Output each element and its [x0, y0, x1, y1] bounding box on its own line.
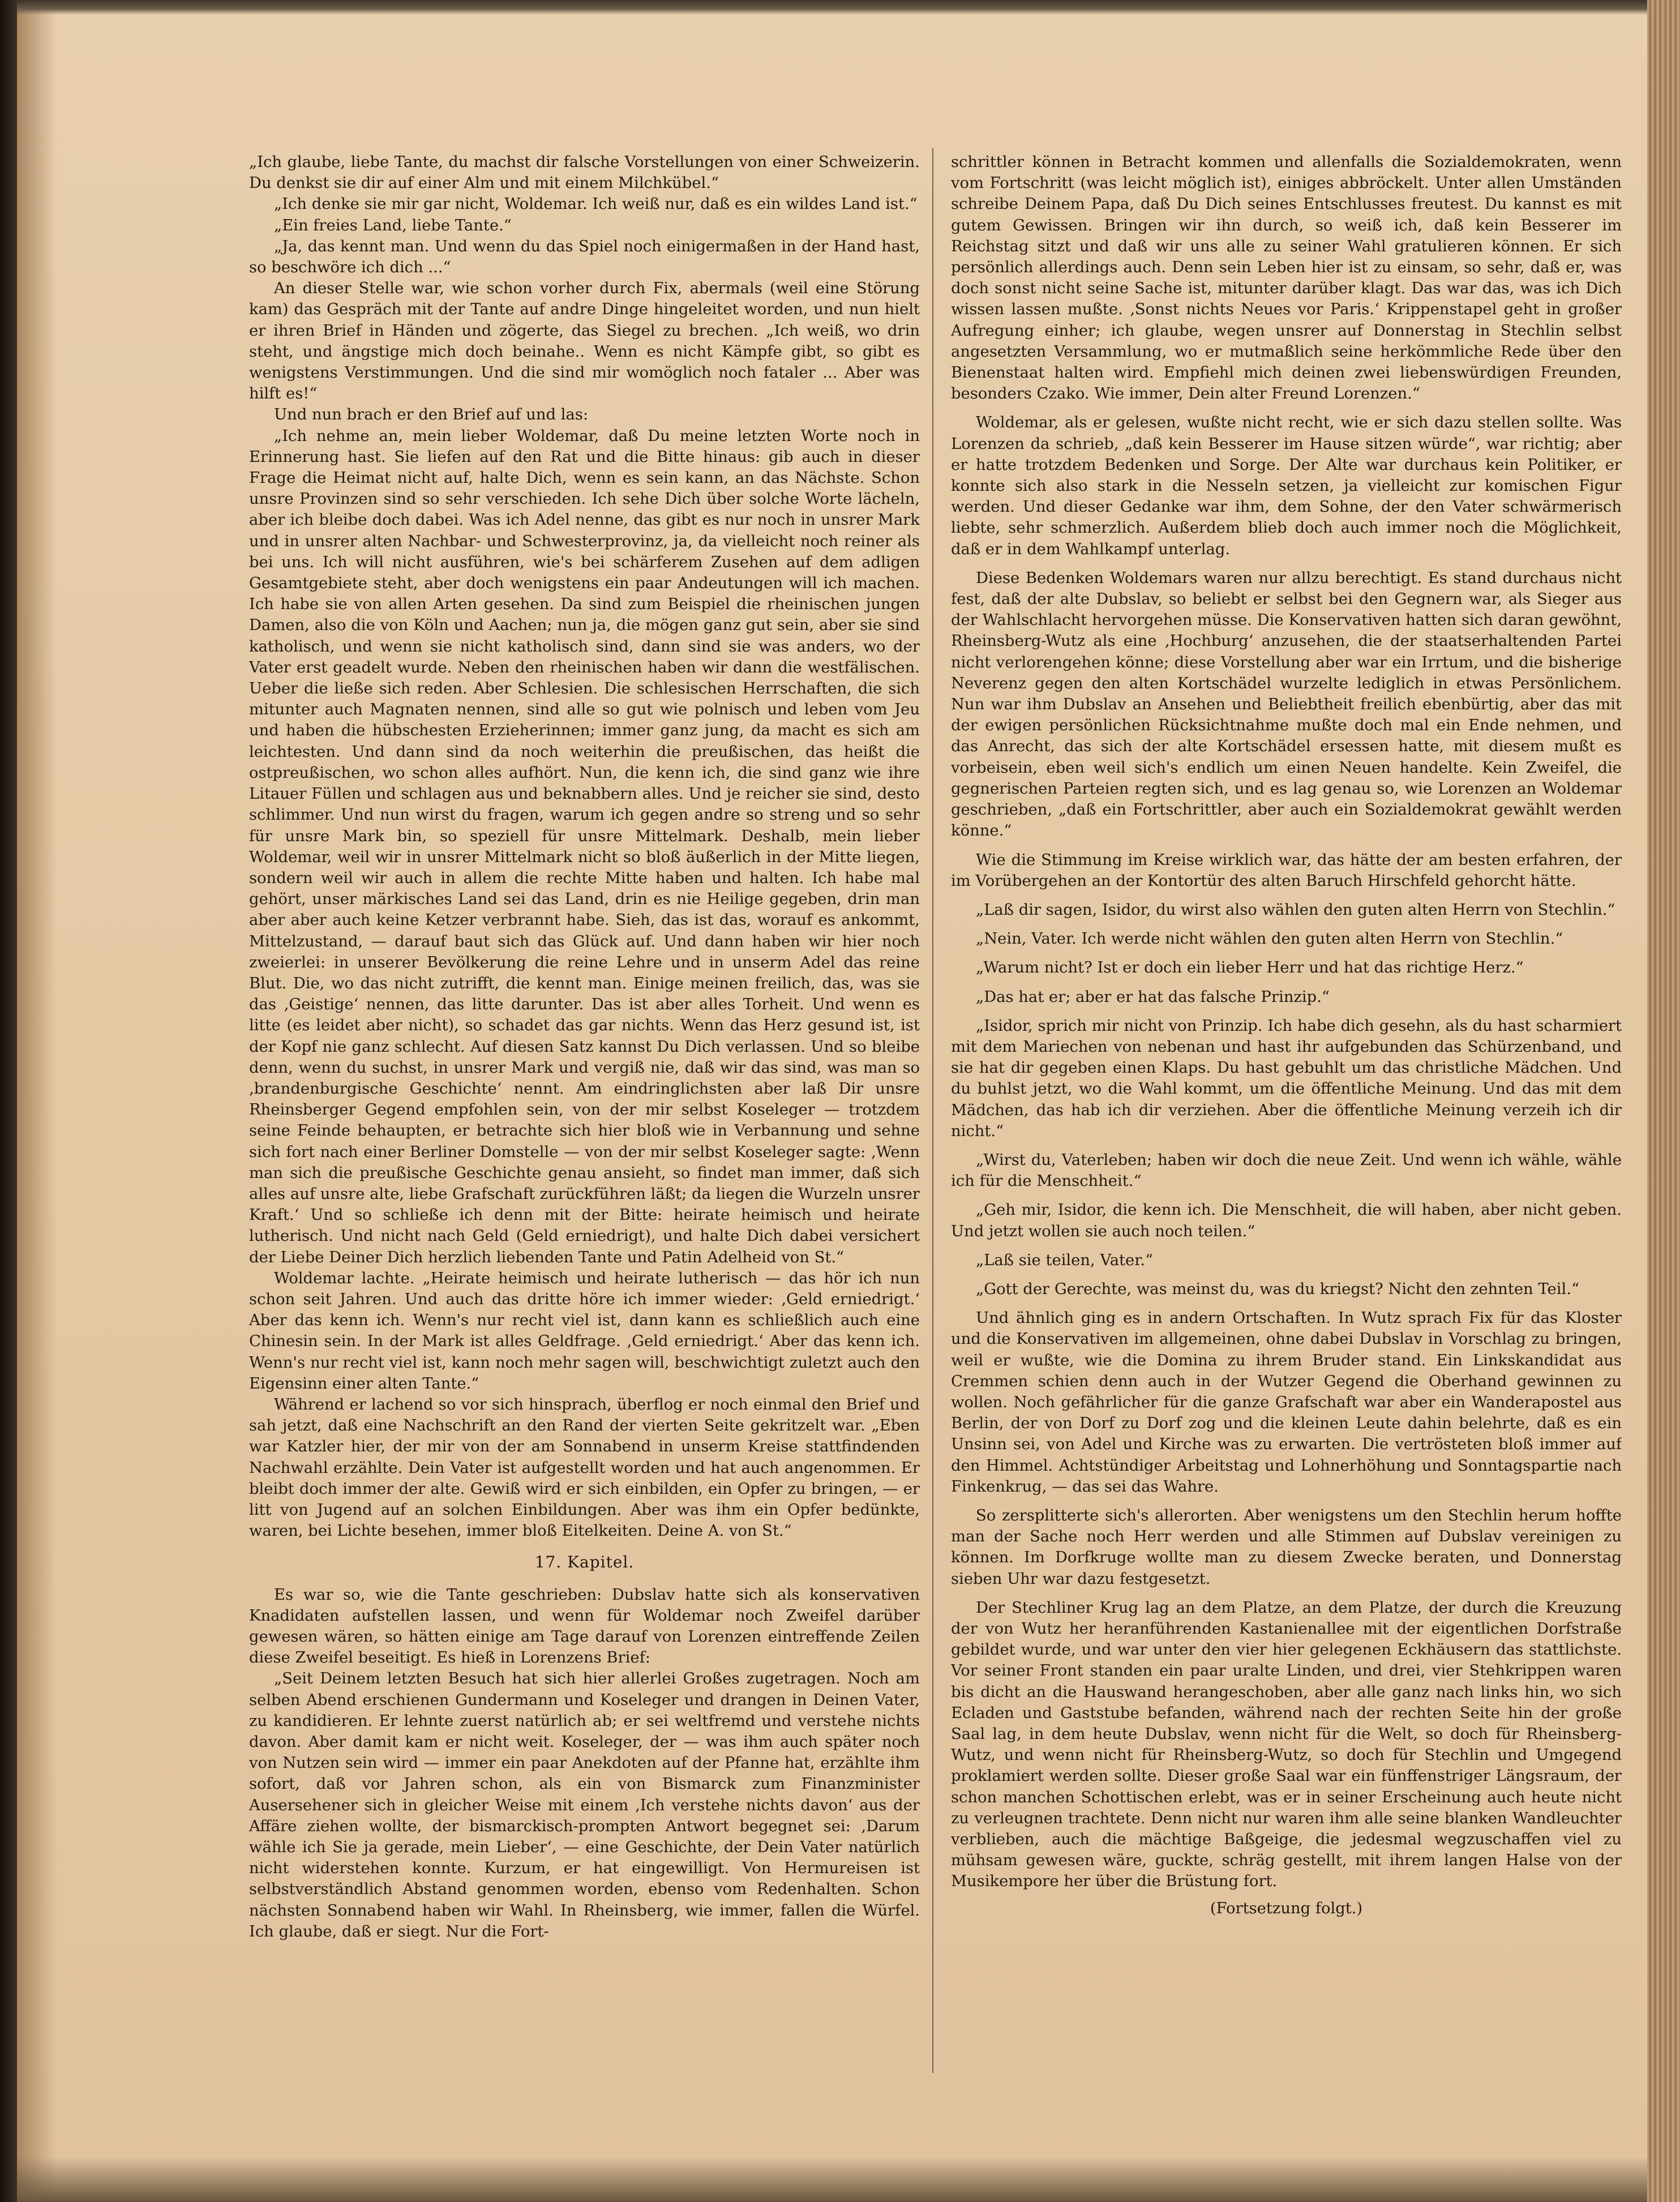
paragraph: „Ein freies Land, liebe Tante.“	[274, 216, 512, 234]
paragraph: „Ich glaube, liebe Tante, du machst dir falsche Vorstellungen von einer Schweizerin. Du denkst sie dir auf einer Alm und mit einem Milchkübel.“	[249, 153, 920, 192]
paragraph: „Laß sie teilen, Vater.“	[976, 1251, 1154, 1269]
chapter-heading: 17. Kapitel.	[534, 1553, 635, 1572]
paragraph: Woldemar, als er gelesen, wußte nicht recht, wie er sich dazu stellen sollte. Was Lorenzen da schrieb, „daß kein Besserer im Hause sitzen würde“, war richtig; aber er hatte trotzdem Bedenken und Sorge. Der Alte war durchaus kein Politiker, er konnte sich also stark in die Nesseln setzen, ja vielleicht zur komischen Figur werden. Und dieser Gedanke war ihm, dem Sohne, der den Vater schwärmerisch liebte, sehr schmerzlich. Außerdem blieb doch auch immer noch die Möglichkeit, daß er in dem Wahlkampf unterlag.	[951, 414, 1622, 558]
paragraph: Und nun brach er den Brief auf und las:	[274, 406, 589, 424]
paragraph: Es war so, wie die Tante geschrieben: Dubslav hatte sich als konservativen Knadidaten aufstellen lassen, und wenn für Woldemar noch Zweifel darüber gewesen wären, so hätten einige am Tage darauf von Lorenzen eintreffende Zeilen diese Zweifel beseitigt. Es hieß in Lorenzens Brief:	[249, 1586, 920, 1667]
paragraph: „Ich denke sie mir gar nicht, Woldemar. Ich weiß nur, daß es ein wildes Land ist.“	[274, 195, 918, 213]
paragraph: „Warum nicht? Ist er doch ein lieber Herr und hat das richtige Herz.“	[976, 959, 1524, 977]
column-divider	[932, 148, 933, 2073]
book-edge-pages	[1647, 0, 1680, 2202]
paragraph: „Isidor, sprich mir nicht von Prinzip. Ich habe dich gesehn, als du hast scharmiert mit dem Mariechen von nebenan und hast ihr aufgebunden das Schürzenband, und sie hat dir gegeben einen Klaps. Du hast gebuhlt um das christliche Mädchen. Und du buhlst jetzt, wo die Wahl kommt, um die öffentliche Meinung. Und das mit dem Mädchen, das hab ich dir verziehen. Aber die öffentliche Meinung verzeih ich dir nicht.“	[951, 1017, 1622, 1140]
paragraph: „Laß dir sagen, Isidor, du wirst also wählen den guten alten Herrn von Stechlin.“	[976, 901, 1615, 919]
paragraph: „Wirst du, Vaterleben; haben wir doch die neue Zeit. Und wenn ich wähle, wähle ich für die Menschheit.“	[951, 1151, 1622, 1190]
paragraph: An dieser Stelle war, wie schon vorher durch Fix, abermals (weil eine Störung kam) das Gespräch mit der Tante auf andre Dinge hingeleitet worden, und nun hielt er ihren Brief in Händen und zögerte, das Siegel zu brechen. „Ich weiß, wo drin steht, und ängstige mich doch beinahe.. Wenn es nicht Kämpfe gibt, so gibt es wenigstens Verstimmungen. Und die sind mir womöglich noch fataler ... Aber was hilft es!“	[249, 280, 920, 403]
paragraph: „Seit Deinem letzten Besuch hat sich hier allerlei Großes zugetragen. Noch am selben Abend erschienen Gundermann und Koseleger und drangen in Deinen Vater, zu kandidieren. Er lehnte zuerst natürlich ab; er sei weltfremd und verstehe nichts davon. Aber damit kam er nicht weit. Koseleger, der — was ihm auch später noch von Nutzen sein wird — immer ein paar Anekdoten auf der Pfanne hat, erzählte ihm sofort, daß vor Jahren schon, als ein von Bismarck zum Finanzminister Ausersehener sich in gleicher Weise mit einem ‚Ich verstehe nichts davon‘ aus der Affäre ziehen wollte, der bismarckisch-prompten Antwort begegnet sei: ‚Darum wähle ich Sie ja gerade, mein Lieber‘, — eine Geschichte, der Dein Vater natürlich nicht widerstehen konnte. Kurzum, er hat eingewilligt. Von Hermureisen ist selbstverständlich Abstand genommen worden, ebenso vom Redenhalten. Schon nächsten Sonnabend haben wir Wahl. In Rheinsberg, wie immer, fallen die Würfel. Ich glaube, daß er siegt. Nur die Fort-	[249, 1670, 920, 1940]
paragraph: Wie die Stimmung im Kreise wirklich war, das hätte der am besten erfahren, der im Vorübergehen an der Kontortür des alten Baruch Hirschfeld gehorcht hätte.	[951, 851, 1622, 890]
page-fold-shadow	[17, 0, 57, 2202]
right-text-column	[951, 152, 1622, 2042]
paragraph: Und ähnlich ging es in andern Ortschaften. In Wutz sprach Fix für das Kloster und die Konservativen im allgemeinen, ohne dabei Dubslav in Vorschlag zu bringen, weil er wußte, wie die Domina zu ihrem Bruder stand. Ein Linkskandidat aus Cremmen schien denn auch in der Wutzer Gegend die Oberhand gewinnen zu wollen. Noch gefährlicher für die ganze Grafschaft war aber ein Wanderapostel aus Berlin, der von Dorf zu Dorf zog und die kleinen Leute dahin belehrte, daß es ein Unsinn sei, von Adel und Kirche was zu erwarten. Die vertrösteten bloß immer auf den Himmel. Achtstündiger Arbeitstag und Lohnerhöhung und Sonntagspartie nach Finkenkrug, — das sei das Wahre.	[951, 1309, 1622, 1496]
paragraph: Der Stechliner Krug lag an dem Platze, an dem Platze, der durch die Kreuzung der von Wutz her heranführenden Kastanienallee mit der eigentlichen Dorfstraße gebildet wurde, und war unter den vier hier gelegenen Eckhäusern das stattlichste. Vor seiner Front standen ein paar uralte Linden, und drei, vier Stehkrippen waren bis dicht an die Hauswand herangeschoben, aber alle ganz nach links hin, wo sich Ecladen und Gaststube befanden, während nach der rechten Seite hin der große Saal lag, in dem heute Dubslav, wenn nicht für die Welt, so doch für Rheinsberg-Wutz, und wenn nicht für Rheinsberg-Wutz, so doch für Stechlin und Umgegend proklamiert werden sollte. Dieser große Saal war ein fünffenstriger Längsraum, der schon manchen Schottischen erlebt, was er in seiner Erscheinung auch heute nicht zu verleugnen trachtete. Denn nicht nur waren ihm alle seine blanken Wandleuchter verblieben, auch die mächtige Baßgeige, die jedesmal wegzuschaffen viel zu mühsam gewesen wäre, guckte, schräg gestellt, mit ihrem langen Halse von der Musikempore her über die Brüstung fort.	[951, 1599, 1622, 1891]
paragraph: So zersplitterte sich's allerorten. Aber wenigstens um den Stechlin herum hoffte man der Sache noch Herr werden und alle Stimmen auf Dubslav vereinigen zu können. Im Dorfkruge wollte man zu diesem Zwecke beraten, und Donnerstag sieben Uhr war dazu festgesetzt.	[951, 1506, 1622, 1588]
page-bottom-shadow	[17, 2157, 1647, 2202]
paragraph: „Ich nehme an, mein lieber Woldemar, daß Du meine letzten Worte noch in Erinnerung hast. Sie liefen auf den Rat und die Bitte hinaus: gib auch in dieser Frage die Heimat nicht auf, halte Dich, wenn es sein kann, an das Nächste. Schon unsre Provinzen sind so sehr verschieden. Ich sehe Dich über solche Worte lächeln, aber ich bleibe doch dabei. Was ich Adel nenne, das gibt es nur noch in unsrer Mark und in unsrer alten Nachbar- und Schwesterprovinz, ja, da vielleicht noch reiner als bei uns. Ich will nicht ausführen, wie's bei schärferem Zusehen auf dem adligen Gesamtgebiete steht, aber doch wenigstens ein paar Andeutungen will ich machen. Ich habe sie von allen Arten gesehen. Da sind zum Beispiel die rheinischen jungen Damen, also die von Köln und Aachen; nun ja, die mögen ganz gut sein, aber sie sind katholisch, und wenn sie nicht katholisch sind, dann sind sie was anders, wo der Vater erst geadelt wurde. Neben den rheinischen haben wir dann die westfälischen. Ueber die ließe sich reden. Aber Schlesien. Die schlesischen Herrschaften, die sich mitunter auch Magnaten nennen, sind alle so gut wie polnisch und leben vom Jeu und haben die hübschesten Erzieherinnen; immer ganz jung, da macht es sich am leichtesten. Und dann sind da noch weiterhin die preußischen, das heißt die ostpreußischen, wo schon alles aufhört. Nun, die kenn ich, die sind ganz wie ihre Litauer Füllen und schlagen aus und beknabbern alles. Und je reicher sie sind, desto schlimmer. Und nun wirst du fragen, warum ich gegen andre so streng und so sehr für unsre Mark bin, so speziell für unsre Mittelmark. Deshalb, mein lieber Woldemar, weil wir in unsrer Mittelmark nicht so bloß äußerlich in der Mitte liegen, sondern weil wir auch in allem die rechte Mitte haben und halten. Ich habe mal gehört, unser märkisches Land sei das Land, drin es nie Heilige gegeben, drin man aber aber auch keine Ketzer verbrannt habe. Sieh, das ist das, worauf es ankommt, Mittelzustand, — darauf baut sich das Glück auf. Und dann haben wir hier noch zweierlei: in unserer Bevölkerung die reine Lehre und in unserm Adel das reine Blut. Die, wo das nicht zutrifft, die kennt man. Einige meinen freilich, das, was sie das ‚Geistige‘ nennen, das litte darunter. Das ist aber alles Torheit. Und wenn es litte (es leidet aber nicht), so schadet das gar nichts. Wenn das Herz gesund ist, ist der Kopf nie ganz schlecht. Auf diesen Satz kannst Du Dich verlassen. Und so bleibe denn, wenn du suchst, in unsrer Mark und vergiß nie, daß wir das sind, was man so ‚brandenburgische Geschichte‘ nennt. Am eindringlichsten aber laß Dir unsre Rheinsberger Gegend empfohlen sein, von der mir selbst Koseleger — trotzdem seine Feinde behaupten, er betrachte sich hier bloß wie in Verbannung und sehne sich fort nach einer Berliner Domstelle — von der mir selbst Koseleger sagte: ‚Wenn man sich die preußische Geschichte genau ansieht, so findet man immer, daß sich alles auf unsre alte, liebe Grafschaft zurückführen läßt; da liegen die Wurzeln unsrer Kraft.‘ Und so schließe ich denn mit der Bitte: heirate heimisch und heirate lutherisch. Und nicht nach Geld (Geld erniedrigt), und halte Dich dabei versichert der Liebe Deiner Dich herzlich liebenden Tante und Patin Adelheid von St.“	[249, 427, 920, 1266]
paragraph: Während er lachend so vor sich hinsprach, überflog er noch einmal den Brief und sah jetzt, daß eine Nachschrift an den Rand der vierten Seite gekritzelt war. „Eben war Katzler hier, der mir von der am Sonnabend in unserm Kreise stattfindenden Nachwahl erzählte. Dein Vater ist aufgestellt worden und hat auch angenommen. Er bleibt doch immer der alte. Gewiß wird er sich einbilden, ein Opfer zu bringen, — er litt von Jugend auf an solchen Einbildungen. Aber was ihm ein Opfer bedünkte, waren, bei Lichte besehen, immer bloß Eitelkeiten. Deine A. von St.“	[249, 1395, 920, 1540]
paragraph: „Ja, das kennt man. Und wenn du das Spiel noch einigermaßen in der Hand hast, so beschwöre ich dich ...“	[249, 237, 920, 277]
continuation-note: (Fortsetzung folgt.)	[1210, 1899, 1363, 1917]
paragraph: schrittler können in Betracht kommen und allenfalls die Sozialdemokraten, wenn vom Fortschritt (was leicht möglich ist), einiges abbröckelt. Unter allen Umständen schreibe Deinem Papa, daß Du Dich seines Entschlusses freutest. Du kannst es mit gutem Gewissen. Bringen wir ihn durch, so weiß ich, daß kein Besserer im Reichstag sitzt und daß wir uns alle zu seiner Wahl gratulieren können. Er sich persönlich allerdings auch. Denn sein Leben hier ist zu einsam, so sehr, daß er, was doch sonst nicht seine Sache ist, mitunter darüber klagt. Das war das, was ich Dich wissen lassen mußte. ‚Sonst nichts Neues vor Paris.‘ Krippenstapel geht in großer Aufregung einher; ich glaube, wegen unsrer auf Donnerstag in Stechlin selbst angesetzten Versammlung, wo er mutmaßlich seine herkömmliche Rede über den Bienenstaat halten wird. Empfiehl mich deinen zwei liebenswürdigen Freunden, besonders Czako. Wie immer, Dein alter Freund Lorenzen.“	[951, 153, 1622, 403]
left-text-column	[249, 152, 920, 2042]
paragraph: „Nein, Vater. Ich werde nicht wählen den guten alten Herrn von Stechlin.“	[976, 930, 1563, 948]
paragraph: „Gott der Gerechte, was meinst du, was du kriegst? Nicht den zehnten Teil.“	[976, 1280, 1579, 1298]
paragraph: Diese Bedenken Woldemars waren nur allzu berechtigt. Es stand durchaus nicht fest, daß der alte Dubslav, so beliebt er selbst bei den Gegnern war, als Sieger aus der Wahlschlacht hervorgehen müsse. Die Konservativen hatten sich daran gewöhnt, Rheinsberg-Wutz als eine ‚Hochburg‘ anzusehen, die der staatserhaltenden Partei nicht verlorengehen könne; diese Vorstellung aber war ein Irrtum, und die bisherige Neverenz gegen den alten Kortschädel wurzelte lediglich in etwas Persönlichem. Nun war ihm Dubslav an Ansehen und Beliebtheit freilich ebenbürtig, aber das mit der ewigen persönlichen Rücksichtnahme mußte doch mal ein Ende nehmen, und das Anrecht, das sich der alte Kortschädel ersessen hatte, mit diesem mußt es vorbeisein, eben weil sich's endlich um einen Neuen handelte. Kein Zweifel, die gegnerischen Parteien regten sich, und es lag genau so, wie Lorenzen an Woldemar geschrieben, „daß ein Fortschrittler, aber auch ein Sozialdemokrat gewählt werden könne.“	[951, 569, 1622, 840]
paragraph: „Das hat er; aber er hat das falsche Prinzip.“	[976, 988, 1330, 1006]
scan-edge-left	[0, 0, 17, 2202]
paragraph: Woldemar lachte. „Heirate heimisch und heirate lutherisch — das hör ich nun schon seit Jahren. Und auch das dritte höre ich immer wieder: ‚Geld erniedrigt.‘ Aber das kenn ich. Wenn's nur recht viel ist, dann kann es schließlich auch eine Chinesin sein. In der Mark ist alles Geldfrage. ‚Geld erniedrigt.‘ Aber das kenn ich. Wenn's nur recht viel ist, kann noch mehr sagen will, beschwichtigt zuletzt auch den Eigensinn einer alten Tante.“	[249, 1269, 920, 1393]
paragraph: „Geh mir, Isidor, die kenn ich. Die Menschheit, die will haben, aber nicht geben. Und jetzt wollen sie auch noch teilen.“	[951, 1201, 1622, 1240]
scan-edge-top	[17, 0, 1647, 15]
